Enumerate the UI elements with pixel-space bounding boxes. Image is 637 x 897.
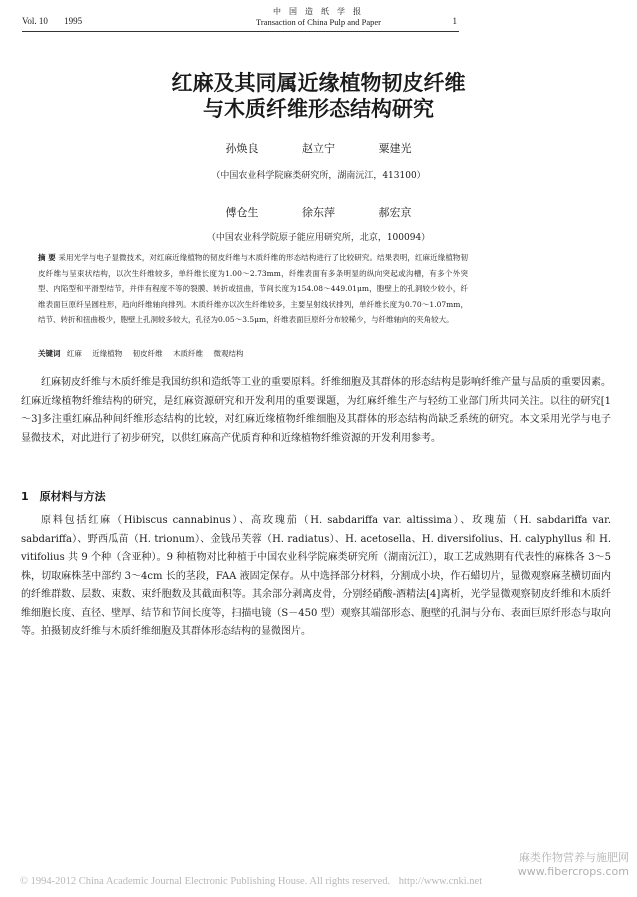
keyword: 红麻 xyxy=(66,349,82,358)
affiliation-2: （中国农业科学院原子能应用研究所，北京，100094） xyxy=(206,233,431,243)
author-list-1 xyxy=(0,140,637,156)
abstract xyxy=(38,250,468,328)
copyright-text: © 1994-2012 China Academic Journal Electronic Publishing House. All rights reserved. xyxy=(20,876,391,887)
keywords-label: 关键词 xyxy=(38,349,61,358)
journal-name-cn: 中 国 造 纸 学 报 xyxy=(273,7,364,16)
keyword: 韧皮纤维 xyxy=(132,349,163,358)
keyword: 微观结构 xyxy=(213,349,244,358)
abstract-text: 采用光学与电子显微技术，对红麻近缘植物的韧皮纤维与木质纤维的形态结构进行了比较研究。结果表明，红麻近缘植物韧皮纤维与呈束状结构，以次生纤维较多，单纤维长度为1.00～2.73mm，纤维表面有多条明显的纵向突起或沟槽，有多个外突型、内陷型和平滑型结节，并伴有程度不等的裂膜、转折或扭曲，节间长度为154.08～449.01μm，胞壁上的孔洞较少较小，纤维表面巨原纤呈圆柱形，趋向纤维轴向排列。木质纤维亦以次生纤维较多，主要呈射线状排列，单纤维长度为0.70～1.07mm，结节、转折和扭曲极少，胞壁上孔洞较多较大，孔径为0.05～3.5μm，纤维表面巨原纤分布较稀少，与纤维轴向的夹角较大。 xyxy=(38,253,468,325)
volume-label: Vol. 10 xyxy=(22,16,48,26)
methods-paragraph: 原料包括红麻（Hibiscus cannabinus）、高玫瑰茄（H. sabdariffa var. altissima）、玫瑰茄（H. sabdariffa var. sabdariffa）、野西瓜苗（H. trionum）、金钱吊芙蓉（H. radiatus）、H. acetosella、H. diversifolius、H. calyphyllus 和 H. vitifolius 共 9 个种（含亚种）。9 种植物对比种植于中国农业科学院麻类研究所（湖南沅江），取工艺成熟期有代表性的麻株各 3～5 株，切取麻株茎中部约 3～4cm 长的茎段，FAA 液固定保存。从中选择部分材料，分割成小块，作石蜡切片，显微观察麻茎横切面内的纤维群数、层数、束数、束纤胞数及其截面积等。其余部分剥离皮骨，分别经硝酸-酒精法[4]离析，光学显微观察韧皮纤维和木质纤维细胞长度、直径、壁厚、结节和节间长度等，扫描电镜（S－450 型）观察其端部形态、胞壁的孔洞与分布、表面巨原纤形态与取向等。拍摄韧皮纤维与木质纤维细胞及其群体形态结构的显微图片。 xyxy=(21,515,611,637)
intro-paragraph: 红麻韧皮纤维与木质纤维是我国纺织和造纸等工业的重要原料。纤维细胞及其群体的形态结构是影响纤维产量与品质的重要因素。红麻近缘植物纤维结构的研究，是红麻资源研究和开发利用的重要课题，为红麻纤维生产与轻纺工业部门所共同关注。以往的研究[1～3]多注重红麻品种间纤维形态结构的比较，对红麻近缘植物纤维细胞及其群体的形态结构尚缺乏系统的研究。本文采用光学与电子显微技术，对此进行了初步研究，以供红麻高产优质育种和近缘植物纤维资源的开发利用参考。 xyxy=(21,377,611,444)
title-line-1: 红麻及其同属近缘植物韧皮纤维 xyxy=(171,71,466,95)
site-watermark xyxy=(518,851,629,879)
copyright-footer xyxy=(20,876,488,887)
page-number: 1 xyxy=(452,16,457,26)
author-name: 粟建光 xyxy=(378,142,412,155)
year-label: 1995 xyxy=(64,16,83,26)
keyword: 近缘植物 xyxy=(92,349,123,358)
abstract-label: 摘 要 xyxy=(38,253,56,262)
keyword: 木质纤维 xyxy=(173,349,204,358)
author-list-2 xyxy=(0,204,637,220)
section-heading-materials-methods: 1 原材料与方法 xyxy=(21,490,106,503)
keywords xyxy=(38,348,468,360)
author-name: 孙焕良 xyxy=(225,142,259,155)
watermark-line-1: 麻类作物营养与施肥网 xyxy=(519,851,629,864)
affiliation-1: （中国农业科学院麻类研究所，湖南沅江，413100） xyxy=(211,171,426,181)
watermark-line-2: www.fibercrops.com xyxy=(517,865,629,878)
article-title xyxy=(0,70,637,122)
title-line-2: 与木质纤维形态结构研究 xyxy=(203,97,434,121)
author-name: 徐东萍 xyxy=(302,206,335,219)
author-name: 赵立宁 xyxy=(302,142,335,155)
publisher-url: http://www.cnki.net xyxy=(398,876,483,887)
running-header-journal xyxy=(0,6,637,28)
author-name: 郝宏京 xyxy=(378,206,412,219)
author-name: 傅仓生 xyxy=(225,206,259,219)
header-divider xyxy=(22,31,459,32)
journal-name-en: Transaction of China Pulp and Paper xyxy=(255,17,382,27)
